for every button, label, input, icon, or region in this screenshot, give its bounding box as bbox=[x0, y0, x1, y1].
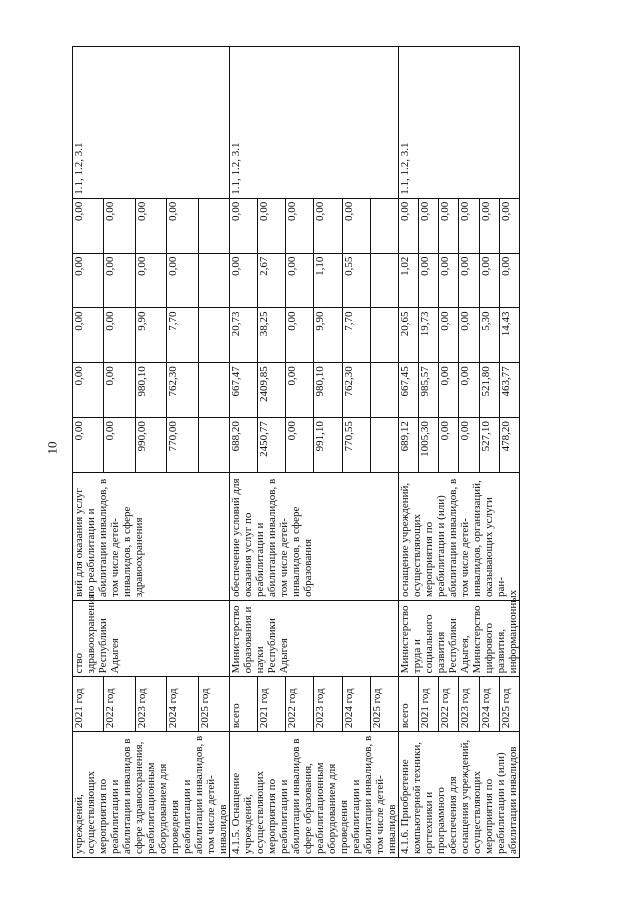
amount-cell: 2450,77 bbox=[258, 418, 286, 473]
year-cell: 2024 год bbox=[342, 677, 370, 732]
year-cell: 2025 год bbox=[198, 677, 229, 732]
amount-cell: 0,00 bbox=[459, 308, 479, 363]
amount-cell: 0,00 bbox=[286, 363, 314, 418]
year-cell: 2022 год bbox=[286, 677, 314, 732]
result-cell: оснащение учреждений, осуществляющих мероприятия по реабилитации и (или) абилитации инвалидов, в том числе детей-инвалидов, организаций, оказывающих услуги ран- bbox=[399, 472, 520, 600]
table-row bbox=[73, 47, 104, 858]
amount-cell: 688,20 bbox=[230, 418, 258, 473]
amount-cell: 0,00 bbox=[314, 198, 342, 253]
amount-cell: 463,77 bbox=[499, 363, 519, 418]
amount-cell: 0,00 bbox=[73, 418, 104, 473]
amount-cell: 478,20 bbox=[499, 418, 519, 473]
table-row bbox=[230, 47, 258, 858]
amount-cell: 0,00 bbox=[459, 418, 479, 473]
amount-cell: 0,00 bbox=[479, 198, 499, 253]
amount-cell: 0,00 bbox=[439, 363, 459, 418]
amount-cell bbox=[198, 198, 229, 253]
measure-description: 4.1.6. Приобретение компьютерной техники, оргтехники и программного обеспечения для оснащения учреждений, осуществляющих мероприятия по реабилитации и (или) абилитации инвалидов bbox=[399, 732, 520, 858]
year-cell: всего bbox=[230, 677, 258, 732]
amount-cell: 667,47 bbox=[230, 363, 258, 418]
amount-cell: 0,00 bbox=[104, 418, 135, 473]
amount-cell: 980,10 bbox=[135, 363, 166, 418]
amount-cell: 19,73 bbox=[419, 308, 439, 363]
amount-cell: 1005,30 bbox=[419, 418, 439, 473]
year-cell: 2023 год bbox=[135, 677, 166, 732]
amount-cell: 1,02 bbox=[399, 253, 419, 308]
year-cell: 2024 год bbox=[167, 677, 198, 732]
amount-cell bbox=[198, 253, 229, 308]
amount-cell: 0,00 bbox=[439, 198, 459, 253]
amount-cell: 0,00 bbox=[104, 253, 135, 308]
amount-cell: 0,00 bbox=[459, 253, 479, 308]
amount-cell: 9,90 bbox=[314, 308, 342, 363]
result-cell: обеспечение условий для оказания услуг по реабилитации и абилитации инвалидов, в том числе детей-инвалидов, в сфере образования bbox=[230, 472, 399, 600]
amount-cell: 0,00 bbox=[286, 418, 314, 473]
amount-cell: 7,70 bbox=[167, 308, 198, 363]
amount-cell: 0,00 bbox=[230, 198, 258, 253]
amount-cell: 0,00 bbox=[286, 198, 314, 253]
year-cell: 2025 год bbox=[370, 677, 398, 732]
year-cell: 2023 год bbox=[459, 677, 479, 732]
amount-cell bbox=[198, 363, 229, 418]
page-number: 10 bbox=[44, 441, 60, 455]
amount-cell: 667,45 bbox=[399, 363, 419, 418]
amount-cell: 20,73 bbox=[230, 308, 258, 363]
rotated-table-container bbox=[72, 46, 519, 858]
budget-table bbox=[72, 46, 520, 858]
amount-cell: 0,00 bbox=[399, 198, 419, 253]
amount-cell bbox=[370, 418, 398, 473]
amount-cell bbox=[198, 418, 229, 473]
amount-cell: 9,90 bbox=[135, 308, 166, 363]
amount-cell: 0,00 bbox=[258, 198, 286, 253]
year-cell: 2023 год bbox=[314, 677, 342, 732]
amount-cell: 2409,85 bbox=[258, 363, 286, 418]
amount-cell: 0,55 bbox=[342, 253, 370, 308]
amount-cell: 0,00 bbox=[419, 198, 439, 253]
amount-cell: 0,00 bbox=[104, 308, 135, 363]
table-row bbox=[399, 47, 419, 858]
amount-cell: 2,67 bbox=[258, 253, 286, 308]
indicators-cell: 1.1, 1.2, 3.1 bbox=[73, 47, 230, 199]
amount-cell: 0,00 bbox=[439, 418, 459, 473]
measure-description: учреждений, осуществляющих мероприятия по реабилитации и абилитации инвалидов в сфере здравоохранения, реабилитационным оборудованием для проведения реабилитации и абилитации инвалидов, в том числе детей-инвалидов bbox=[73, 732, 230, 858]
amount-cell: 0,00 bbox=[439, 308, 459, 363]
year-cell: 2021 год bbox=[258, 677, 286, 732]
amount-cell: 527,10 bbox=[479, 418, 499, 473]
year-cell: 2025 год bbox=[499, 677, 519, 732]
amount-cell: 0,00 bbox=[230, 253, 258, 308]
amount-cell: 0,00 bbox=[104, 198, 135, 253]
amount-cell bbox=[198, 308, 229, 363]
year-cell: всего bbox=[399, 677, 419, 732]
year-cell: 2024 год bbox=[479, 677, 499, 732]
amount-cell: 991,10 bbox=[314, 418, 342, 473]
amount-cell: 689,12 bbox=[399, 418, 419, 473]
amount-cell: 0,00 bbox=[135, 253, 166, 308]
amount-cell: 0,00 bbox=[167, 253, 198, 308]
amount-cell: 38,25 bbox=[258, 308, 286, 363]
amount-cell: 0,00 bbox=[135, 198, 166, 253]
amount-cell: 990,00 bbox=[135, 418, 166, 473]
amount-cell: 762,30 bbox=[167, 363, 198, 418]
amount-cell: 0,00 bbox=[73, 308, 104, 363]
amount-cell: 0,00 bbox=[73, 198, 104, 253]
amount-cell: 0,00 bbox=[439, 253, 459, 308]
amount-cell: 0,00 bbox=[479, 253, 499, 308]
amount-cell: 0,00 bbox=[73, 363, 104, 418]
executor-cell: Министерство образования и науки Республики Адыгея bbox=[230, 600, 399, 676]
measure-description: 4.1.5. Оснащение учреждений, осуществляющих мероприятия по реабилитации и абилитации инвалидов в сфере образования, реабилитационным оборудованием для проведения реабилитации и абилитации инвалидов, в том числе детей-инвалидов bbox=[230, 732, 399, 858]
amount-cell: 770,00 bbox=[167, 418, 198, 473]
amount-cell: 0,00 bbox=[342, 198, 370, 253]
amount-cell: 0,00 bbox=[167, 198, 198, 253]
amount-cell: 7,70 bbox=[342, 308, 370, 363]
amount-cell: 980,10 bbox=[314, 363, 342, 418]
executor-cell: ство здравоохранения Республики Адыгея bbox=[73, 600, 230, 676]
rotated-table bbox=[72, 46, 519, 858]
amount-cell: 5,30 bbox=[479, 308, 499, 363]
amount-cell: 985,57 bbox=[419, 363, 439, 418]
amount-cell: 0,00 bbox=[286, 253, 314, 308]
amount-cell bbox=[370, 253, 398, 308]
amount-cell: 0,00 bbox=[104, 363, 135, 418]
amount-cell: 0,00 bbox=[459, 198, 479, 253]
amount-cell: 0,00 bbox=[499, 253, 519, 308]
executor-cell: Министерство труда и социального развития Республики Адыгея, Министерство цифрового развития, информационных bbox=[399, 600, 520, 676]
amount-cell: 1,10 bbox=[314, 253, 342, 308]
amount-cell: 521,80 bbox=[479, 363, 499, 418]
amount-cell: 20,65 bbox=[399, 308, 419, 363]
amount-cell: 0,00 bbox=[459, 363, 479, 418]
year-cell: 2022 год bbox=[439, 677, 459, 732]
indicators-cell: 1.1, 1.2, 3.1 bbox=[230, 47, 399, 199]
amount-cell: 770,55 bbox=[342, 418, 370, 473]
result-cell: вий для оказания услуг по реабилитации и абилитации инвалидов, в том числе детей-инвалидов, в сфере здравоохранения bbox=[73, 472, 230, 600]
year-cell: 2021 год bbox=[73, 677, 104, 732]
amount-cell bbox=[370, 308, 398, 363]
year-cell: 2022 год bbox=[104, 677, 135, 732]
amount-cell: 0,00 bbox=[419, 253, 439, 308]
amount-cell: 0,00 bbox=[286, 308, 314, 363]
amount-cell: 0,00 bbox=[499, 198, 519, 253]
year-cell: 2021 год bbox=[419, 677, 439, 732]
amount-cell bbox=[370, 363, 398, 418]
amount-cell bbox=[370, 198, 398, 253]
amount-cell: 762,30 bbox=[342, 363, 370, 418]
amount-cell: 14,43 bbox=[499, 308, 519, 363]
indicators-cell: 1.1, 1.2, 3.1 bbox=[399, 47, 520, 199]
amount-cell: 0,00 bbox=[73, 253, 104, 308]
